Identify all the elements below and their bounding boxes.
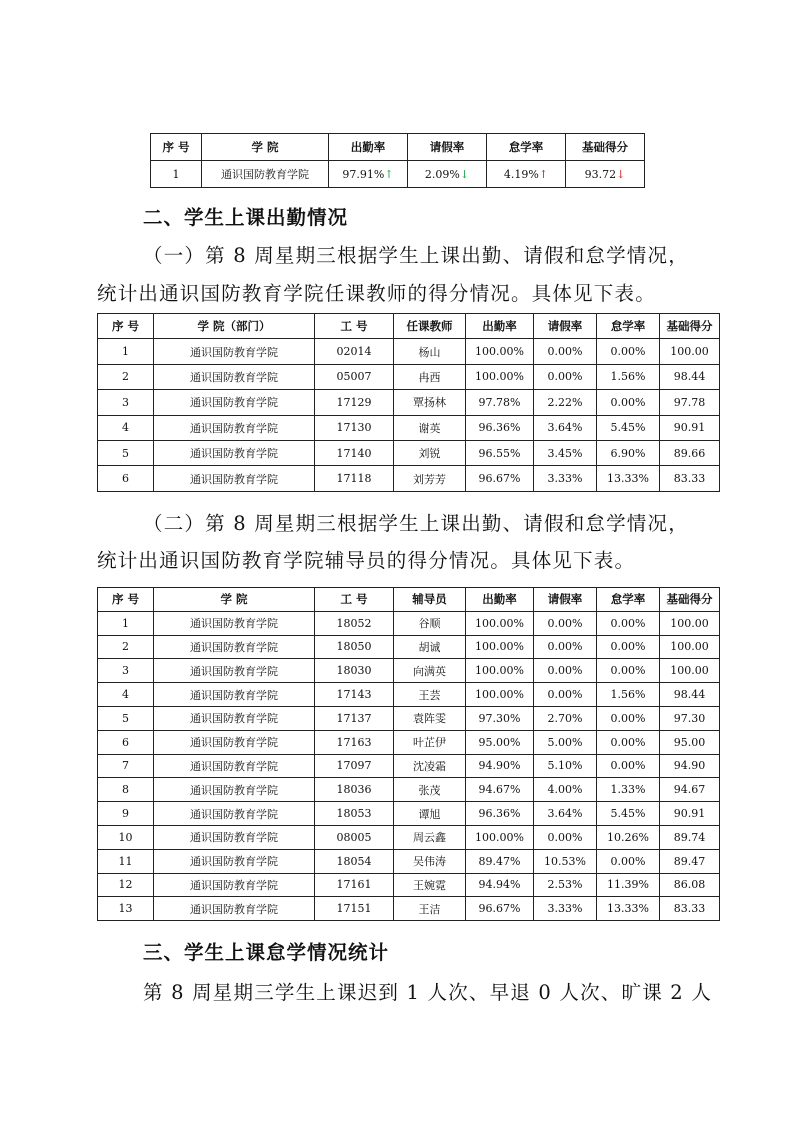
truancy-rate: 1.56% [597, 683, 660, 707]
row-number: 13 [98, 897, 154, 921]
person-name: 杨山 [394, 339, 466, 364]
attendance-rate: 89.47% [466, 849, 534, 873]
truancy-rate: 0.00% [597, 390, 660, 415]
attendance-rate: 100.00% [466, 339, 534, 364]
attendance-rate: 97.78% [466, 390, 534, 415]
truancy-rate: 0.00% [597, 706, 660, 730]
person-name: 胡诚 [394, 635, 466, 659]
teacher-table-body [98, 339, 720, 491]
table-row [98, 611, 720, 635]
row-number: 7 [98, 754, 154, 778]
attendance-rate: 94.94% [466, 873, 534, 897]
truancy-rate: 13.33% [597, 466, 660, 491]
counselor-table-body [98, 611, 720, 920]
paragraph-line: （一）第 8 周星期三根据学生上课出勤、请假和怠学情况， [143, 244, 689, 267]
college-name: 通识国防教育学院 [154, 802, 315, 826]
leave-rate: 2.53% [534, 873, 597, 897]
table-row [98, 706, 720, 730]
leave-rate: 2.22% [534, 390, 597, 415]
attendance-rate: 96.67% [466, 897, 534, 921]
table-header-row [151, 134, 645, 161]
table-row [98, 778, 720, 802]
table-header-row [98, 314, 720, 339]
section-heading-truancy: 三、学生上课怠学情况统计 [143, 941, 390, 964]
counselor-score-table [97, 587, 720, 921]
arrow-down-icon: ↓ [616, 167, 626, 181]
table-row [98, 825, 720, 849]
row-number: 1 [151, 161, 202, 188]
row-number: 5 [98, 440, 154, 465]
college-name: 通识国防教育学院 [154, 778, 315, 802]
staff-id: 05007 [315, 364, 394, 389]
base-score: 89.47 [660, 849, 720, 873]
leave-rate: 0.00% [534, 611, 597, 635]
leave-rate: 10.53% [534, 849, 597, 873]
college-name: 通识国防教育学院 [154, 611, 315, 635]
truancy-rate: 13.33% [597, 897, 660, 921]
leave-rate: 3.64% [534, 415, 597, 440]
staff-id: 02014 [315, 339, 394, 364]
staff-id: 17129 [315, 390, 394, 415]
college-name: 通识国防教育学院 [154, 873, 315, 897]
college-name: 通识国防教育学院 [154, 415, 315, 440]
person-name: 沈凌霜 [394, 754, 466, 778]
staff-id: 17130 [315, 415, 394, 440]
header-cell: 学 院 [154, 588, 315, 612]
row-number: 1 [98, 611, 154, 635]
header-cell: 学 院（部门） [154, 314, 315, 339]
college-name: 通识国防教育学院 [154, 659, 315, 683]
arrow-up-icon: ↑ [384, 167, 394, 181]
leave-rate: 0.00% [534, 659, 597, 683]
table-row [98, 364, 720, 389]
staff-id: 17163 [315, 730, 394, 754]
staff-id: 18053 [315, 802, 394, 826]
staff-id: 17118 [315, 466, 394, 491]
college-name: 通识国防教育学院 [154, 339, 315, 364]
section-heading-attendance: 二、学生上课出勤情况 [143, 206, 349, 229]
person-name: 谷顺 [394, 611, 466, 635]
paragraph-line: 统计出通识国防教育学院任课教师的得分情况。具体见下表。 [97, 282, 656, 305]
truancy-rate: 11.39% [597, 873, 660, 897]
staff-id: 17161 [315, 873, 394, 897]
row-number: 4 [98, 415, 154, 440]
header-cell: 工 号 [315, 314, 394, 339]
row-number: 10 [98, 825, 154, 849]
attendance-rate-cell [329, 161, 408, 188]
attendance-rate: 100.00% [466, 659, 534, 683]
person-name: 覃扬林 [394, 390, 466, 415]
header-cell: 基础得分 [566, 134, 645, 161]
person-name: 张茂 [394, 778, 466, 802]
truancy-rate-cell [487, 161, 566, 188]
row-number: 3 [98, 390, 154, 415]
row-number: 1 [98, 339, 154, 364]
staff-id: 18036 [315, 778, 394, 802]
base-score: 86.08 [660, 873, 720, 897]
row-number: 3 [98, 659, 154, 683]
base-score: 97.30 [660, 706, 720, 730]
truancy-rate: 4.19% [503, 167, 539, 181]
person-name: 王洁 [394, 897, 466, 921]
base-score: 83.33 [660, 466, 720, 491]
table-row [98, 466, 720, 491]
header-cell: 怠学率 [597, 588, 660, 612]
table-row [98, 635, 720, 659]
attendance-rate: 100.00% [466, 635, 534, 659]
table-row [98, 897, 720, 921]
college-name: 通识国防教育学院 [154, 730, 315, 754]
base-score: 98.44 [660, 683, 720, 707]
attendance-rate: 97.30% [466, 706, 534, 730]
arrow-down-icon: ↓ [459, 167, 470, 181]
paragraph-line: 第 8 周星期三学生上课迟到 1 人次、早退 0 人次、旷课 2 人 [143, 981, 713, 1004]
header-cell: 出勤率 [329, 134, 408, 161]
truancy-rate: 1.33% [597, 778, 660, 802]
truancy-rate: 0.00% [597, 849, 660, 873]
truancy-rate: 0.00% [597, 730, 660, 754]
truancy-rate: 10.26% [597, 825, 660, 849]
person-name: 吴伟涛 [394, 849, 466, 873]
row-number: 12 [98, 873, 154, 897]
header-cell: 任课教师 [394, 314, 466, 339]
base-score: 98.44 [660, 364, 720, 389]
row-number: 2 [98, 635, 154, 659]
leave-rate: 0.00% [534, 683, 597, 707]
table-row [98, 415, 720, 440]
row-number: 11 [98, 849, 154, 873]
attendance-rate: 94.67% [466, 778, 534, 802]
row-number: 2 [98, 364, 154, 389]
table-row [98, 390, 720, 415]
leave-rate: 5.10% [534, 754, 597, 778]
header-cell: 怠学率 [597, 314, 660, 339]
base-score: 90.91 [660, 802, 720, 826]
attendance-rate: 96.36% [466, 415, 534, 440]
paragraph-line: 统计出通识国防教育学院辅导员的得分情况。具体见下表。 [97, 549, 636, 572]
header-cell: 工 号 [315, 588, 394, 612]
staff-id: 08005 [315, 825, 394, 849]
table-row [98, 754, 720, 778]
header-cell: 序 号 [98, 588, 154, 612]
table-row [98, 339, 720, 364]
college-name: 通识国防教育学院 [154, 825, 315, 849]
college-name: 通识国防教育学院 [154, 440, 315, 465]
staff-id: 18054 [315, 849, 394, 873]
leave-rate: 3.33% [534, 466, 597, 491]
truancy-rate: 0.00% [597, 659, 660, 683]
truancy-rate: 5.45% [597, 415, 660, 440]
attendance-rate: 100.00% [466, 364, 534, 389]
leave-rate: 0.00% [534, 825, 597, 849]
table-row [151, 161, 645, 188]
header-cell: 序 号 [98, 314, 154, 339]
leave-rate: 2.70% [534, 706, 597, 730]
arrow-up-icon: ↑ [538, 167, 549, 181]
staff-id: 17151 [315, 897, 394, 921]
staff-id: 17140 [315, 440, 394, 465]
attendance-rate: 96.67% [466, 466, 534, 491]
leave-rate: 5.00% [534, 730, 597, 754]
base-score: 83.33 [660, 897, 720, 921]
header-cell: 请假率 [408, 134, 487, 161]
table-row [98, 730, 720, 754]
attendance-rate: 96.36% [466, 802, 534, 826]
base-score-cell [566, 161, 645, 188]
truancy-rate: 5.45% [597, 802, 660, 826]
header-cell: 怠学率 [487, 134, 566, 161]
table-row [98, 873, 720, 897]
staff-id: 18050 [315, 635, 394, 659]
staff-id: 17137 [315, 706, 394, 730]
table-row [98, 802, 720, 826]
attendance-rate: 97.91% [342, 167, 385, 181]
table-header-row [98, 588, 720, 612]
leave-rate: 4.00% [534, 778, 597, 802]
base-score: 94.67 [660, 778, 720, 802]
base-score: 89.66 [660, 440, 720, 465]
leave-rate: 3.33% [534, 897, 597, 921]
header-cell: 出勤率 [466, 588, 534, 612]
college-summary-table [150, 133, 645, 188]
truancy-rate: 0.00% [597, 611, 660, 635]
base-score: 93.72 [584, 167, 617, 181]
header-cell: 请假率 [534, 588, 597, 612]
staff-id: 18052 [315, 611, 394, 635]
person-name: 王芸 [394, 683, 466, 707]
college-name: 通识国防教育学院 [154, 754, 315, 778]
leave-rate-cell [408, 161, 487, 188]
base-score: 94.90 [660, 754, 720, 778]
header-cell: 基础得分 [660, 588, 720, 612]
row-number: 8 [98, 778, 154, 802]
college-name: 通识国防教育学院 [154, 635, 315, 659]
row-number: 6 [98, 730, 154, 754]
attendance-rate: 100.00% [466, 683, 534, 707]
truancy-rate: 1.56% [597, 364, 660, 389]
person-name: 叶芷伊 [394, 730, 466, 754]
row-number: 4 [98, 683, 154, 707]
college-name: 通识国防教育学院 [154, 466, 315, 491]
table-row [98, 440, 720, 465]
row-number: 9 [98, 802, 154, 826]
row-number: 6 [98, 466, 154, 491]
person-name: 谢英 [394, 415, 466, 440]
person-name: 王婉霓 [394, 873, 466, 897]
base-score: 97.78 [660, 390, 720, 415]
table-row [98, 659, 720, 683]
person-name: 刘锐 [394, 440, 466, 465]
attendance-rate: 100.00% [466, 825, 534, 849]
leave-rate: 0.00% [534, 364, 597, 389]
person-name: 向满英 [394, 659, 466, 683]
base-score: 100.00 [660, 635, 720, 659]
truancy-rate: 0.00% [597, 754, 660, 778]
college-name: 通识国防教育学院 [154, 683, 315, 707]
header-cell: 学 院 [202, 134, 329, 161]
header-cell: 序 号 [151, 134, 202, 161]
truancy-rate: 0.00% [597, 635, 660, 659]
college-name: 通识国防教育学院 [154, 849, 315, 873]
leave-rate: 0.00% [534, 339, 597, 364]
staff-id: 17143 [315, 683, 394, 707]
base-score: 100.00 [660, 339, 720, 364]
truancy-rate: 6.90% [597, 440, 660, 465]
person-name: 袁阵雯 [394, 706, 466, 730]
table-row [98, 683, 720, 707]
header-cell: 基础得分 [660, 314, 720, 339]
header-cell: 请假率 [534, 314, 597, 339]
college-name: 通识国防教育学院 [154, 364, 315, 389]
base-score: 89.74 [660, 825, 720, 849]
header-cell: 出勤率 [466, 314, 534, 339]
person-name: 刘芳芳 [394, 466, 466, 491]
attendance-rate: 96.55% [466, 440, 534, 465]
base-score: 90.91 [660, 415, 720, 440]
attendance-rate: 100.00% [466, 611, 534, 635]
attendance-rate: 95.00% [466, 730, 534, 754]
college-name: 通识国防教育学院 [154, 706, 315, 730]
college-name: 通识国防教育学院 [202, 161, 329, 188]
college-name: 通识国防教育学院 [154, 897, 315, 921]
person-name: 冉西 [394, 364, 466, 389]
base-score: 95.00 [660, 730, 720, 754]
leave-rate: 3.64% [534, 802, 597, 826]
paragraph-line: （二）第 8 周星期三根据学生上课出勤、请假和怠学情况， [143, 512, 689, 535]
leave-rate: 3.45% [534, 440, 597, 465]
row-number: 5 [98, 706, 154, 730]
person-name: 周云鑫 [394, 825, 466, 849]
base-score: 100.00 [660, 659, 720, 683]
teacher-score-table [97, 313, 720, 492]
attendance-rate: 94.90% [466, 754, 534, 778]
table-row [98, 849, 720, 873]
truancy-rate: 0.00% [597, 339, 660, 364]
header-cell: 辅导员 [394, 588, 466, 612]
leave-rate: 2.09% [424, 167, 460, 181]
leave-rate: 0.00% [534, 635, 597, 659]
staff-id: 17097 [315, 754, 394, 778]
person-name: 谭旭 [394, 802, 466, 826]
staff-id: 18030 [315, 659, 394, 683]
base-score: 100.00 [660, 611, 720, 635]
college-name: 通识国防教育学院 [154, 390, 315, 415]
